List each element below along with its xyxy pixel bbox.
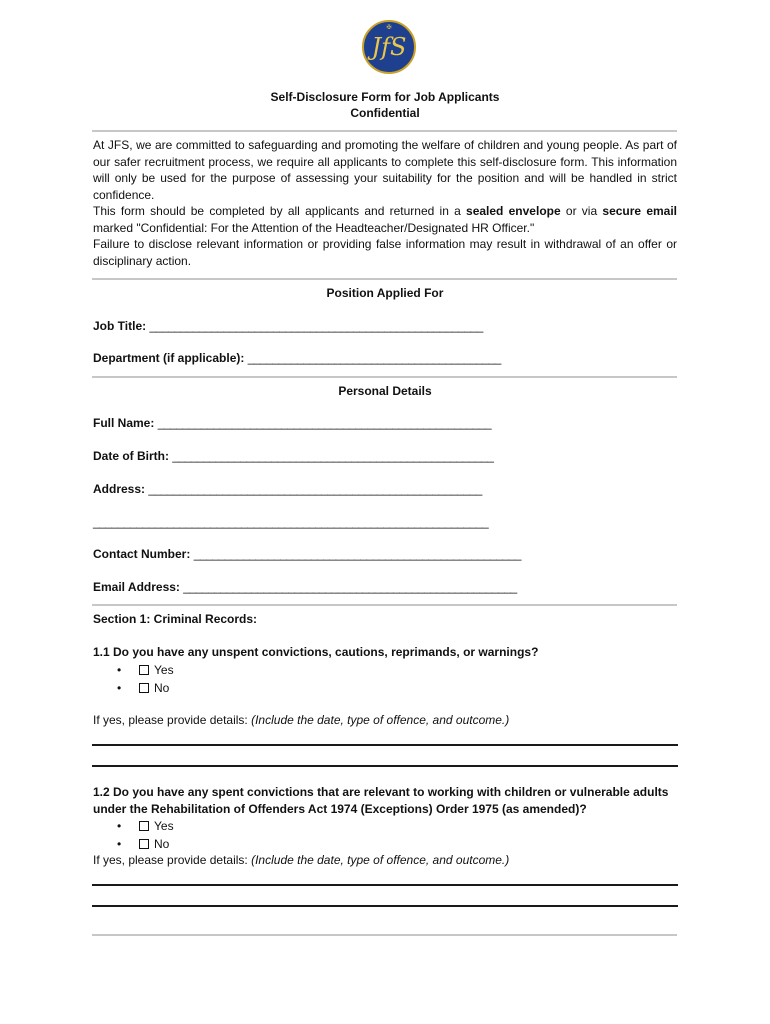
personal-heading: Personal Details <box>338 384 432 398</box>
intro-paragraph-3: Failure to disclose relevant information or providing false information may result in withdrawal of an offer or disciplinary action. <box>93 237 677 268</box>
intro-paragraph-2 <box>93 203 677 236</box>
sealed-envelope-emphasis: sealed envelope <box>466 204 561 218</box>
email-field[interactable] <box>93 579 517 595</box>
email-label: Email Address: <box>93 580 180 594</box>
department-label: Department (if applicable): <box>93 351 245 365</box>
intro-text <box>93 137 677 269</box>
full-name-label: Full Name: <box>93 416 155 430</box>
divider <box>92 604 677 606</box>
q2-no-label: No <box>154 837 170 851</box>
department-field[interactable] <box>93 350 501 366</box>
crest-icon: ✠ <box>386 25 392 31</box>
checkbox-icon[interactable] <box>139 665 149 675</box>
bullet-icon: • <box>117 837 122 851</box>
intro-text-run: or via <box>560 204 603 218</box>
job-title-blank[interactable]: ______________________________________________________ <box>149 319 483 333</box>
q2-answer-line-2[interactable] <box>92 905 678 907</box>
job-title-label: Job Title: <box>93 319 147 333</box>
bullet-icon: • <box>117 663 122 677</box>
bullet-icon: • <box>117 681 122 695</box>
secure-email-emphasis: secure email <box>602 204 678 218</box>
checkbox-icon[interactable] <box>139 839 149 849</box>
q1-no-label: No <box>154 681 170 695</box>
dob-blank[interactable]: ____________________________________________________ <box>172 449 494 463</box>
q2-answer-line-1[interactable] <box>92 884 678 886</box>
email-blank[interactable]: ______________________________________________________ <box>183 580 517 594</box>
divider <box>92 934 677 936</box>
intro-text-run: marked "Confidential: For the Attention of the Headteacher/Designated HR Officer." <box>93 220 535 235</box>
jfs-logo <box>362 20 416 74</box>
q1-yes-label: Yes <box>154 663 174 677</box>
job-title-field[interactable] <box>93 318 483 334</box>
checkbox-icon[interactable] <box>139 683 149 693</box>
q1-yes-option[interactable] <box>117 662 174 678</box>
contact-number-blank[interactable]: _____________________________________________________ <box>193 547 521 561</box>
form-title: Self-Disclosure Form for Job Applicants <box>270 90 500 104</box>
address-label: Address: <box>93 482 146 496</box>
note-italic: (Include the date, type of offence, and outcome.) <box>251 713 510 727</box>
full-name-field[interactable] <box>93 415 491 431</box>
checkbox-icon[interactable] <box>139 821 149 831</box>
form-subtitle: Confidential <box>350 106 420 120</box>
note-italic: (Include the date, type of offence, and outcome.) <box>251 853 510 867</box>
logo-text: JfS <box>371 33 407 61</box>
question-1-2: 1.2 Do you have any spent convictions that are relevant to working with children or vulnerable adults under the Rehabilitation of Offenders Act 1974 (Exceptions) Order 1975 (as amended)? <box>93 785 669 816</box>
position-heading: Position Applied For <box>326 286 444 300</box>
q1-details-note <box>93 712 509 728</box>
dob-label: Date of Birth: <box>93 449 169 463</box>
bullet-icon: • <box>117 819 122 833</box>
intro-paragraph-1: At JFS, we are committed to safeguarding and promoting the welfare of children and young people. As part of our safer recruitment process, we require all applicants to complete this self-disclosure form. This information will only be used for the purpose of assessing your suitability for the position and will be handled in strict confidence. <box>93 138 677 202</box>
address-blank-2[interactable]: ________________________________________________________________ <box>93 515 489 529</box>
contact-number-label: Contact Number: <box>93 547 191 561</box>
address-line-2[interactable] <box>93 514 488 530</box>
q1-answer-line-2[interactable] <box>92 765 678 767</box>
divider <box>92 130 677 132</box>
divider <box>92 376 677 378</box>
question-1-1: 1.1 Do you have any unspent convictions, cautions, reprimands, or warnings? <box>93 645 539 659</box>
q2-yes-option[interactable] <box>117 818 174 834</box>
q2-details-note <box>93 852 509 868</box>
address-blank[interactable]: ______________________________________________________ <box>148 482 482 496</box>
address-field[interactable] <box>93 481 482 497</box>
dob-field[interactable] <box>93 448 493 464</box>
full-name-blank[interactable]: ______________________________________________________ <box>157 416 492 430</box>
q1-no-option[interactable] <box>117 680 169 696</box>
department-blank[interactable]: _________________________________________ <box>247 351 501 365</box>
note-text: If yes, please provide details: <box>93 853 252 867</box>
contact-number-field[interactable] <box>93 546 521 562</box>
divider <box>92 278 677 280</box>
intro-text-run: This form should be completed by all applicants and returned in a <box>93 204 467 218</box>
note-text: If yes, please provide details: <box>93 713 252 727</box>
q2-yes-label: Yes <box>154 819 174 833</box>
section1-heading: Section 1: Criminal Records: <box>93 612 258 626</box>
q1-answer-line-1[interactable] <box>92 744 678 746</box>
q2-no-option[interactable] <box>117 836 169 852</box>
